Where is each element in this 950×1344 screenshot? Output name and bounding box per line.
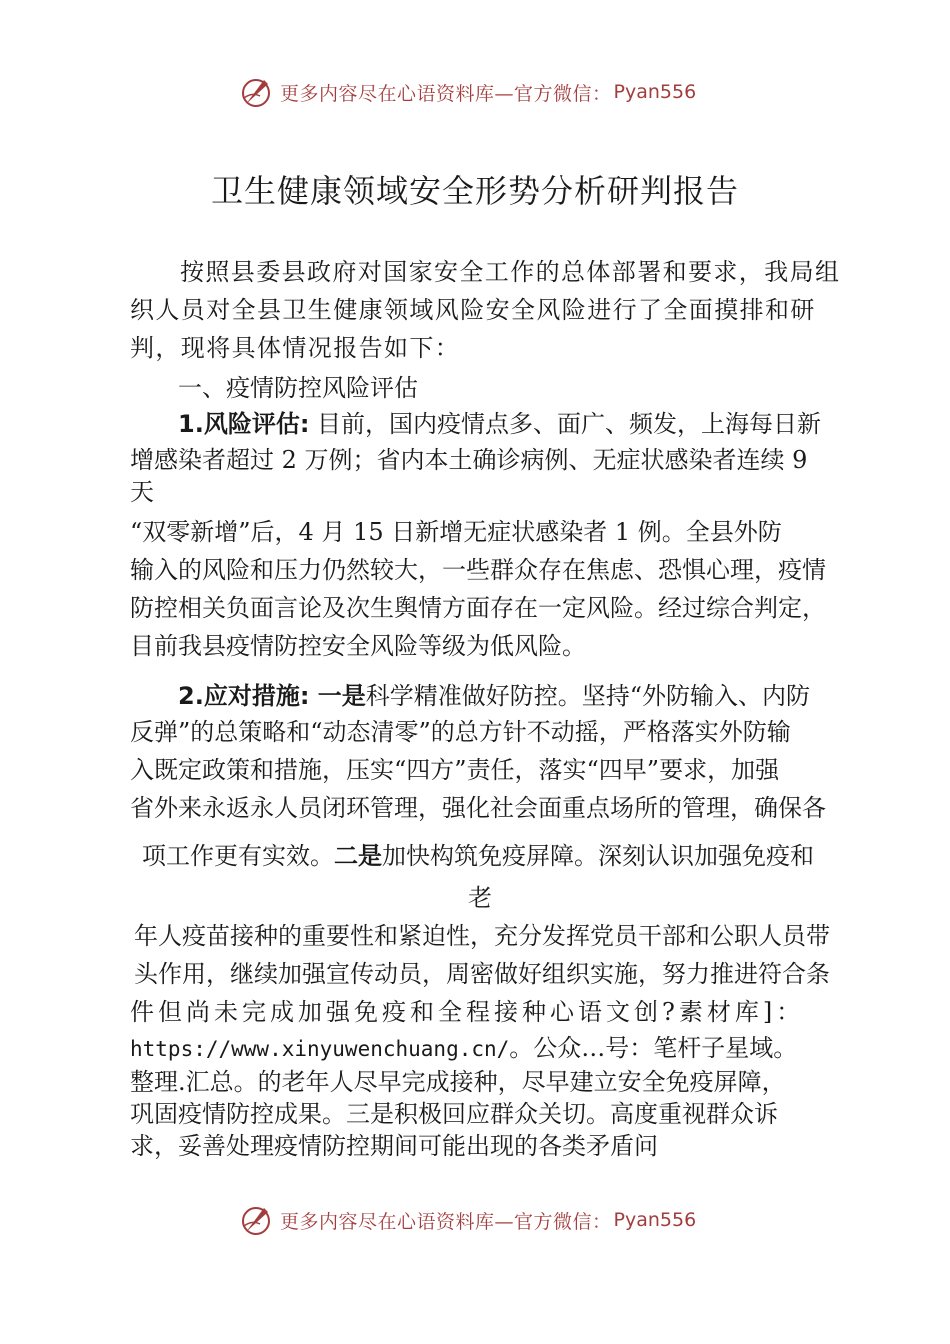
- intro-line-2: 织人员对全县卫生健康领域风险安全风险进行了全面摸排和研: [130, 296, 816, 324]
- item2-label: 2.应对措施:: [178, 682, 310, 710]
- footer-banner-text: 更多内容尽在心语资料库—官方微信：: [280, 1210, 612, 1233]
- footer-banner: [238, 1200, 696, 1240]
- feather-pen-logo-icon: [238, 1202, 274, 1238]
- closing-line-1: 整理.汇总。的老年人尽早完成接种，尽早建立安全免疫屏障，: [130, 1068, 786, 1096]
- item2-line5-pre: 项工作更有实效。: [142, 842, 334, 870]
- item2-marker-2: 二是: [334, 842, 382, 870]
- item2-rest-3: 件但尚未完成加强免疫和全程接种心语文创?素材库]：: [130, 998, 805, 1026]
- document-title: 卫生健康领域安全形势分析研判报告: [210, 172, 739, 210]
- item2-wrap-char: 老: [468, 884, 492, 912]
- item2-rest-1: 年人疫苗接种的重要性和紧迫性，充分发挥党员干部和公职人员带: [134, 922, 830, 950]
- item1-label: 1.风险评估:: [178, 410, 310, 438]
- header-banner: [238, 72, 696, 112]
- item2-line-2: 反弹”的总策略和“动态清零”的总方针不动摇，严格落实外防输: [130, 718, 791, 746]
- item2-line-3: 入既定政策和措施，压实“四方”责任，落实“四早”要求，加强: [130, 756, 780, 784]
- closing-line-3: 求，妥善处理疫情防控期间可能出现的各类矛盾问: [130, 1132, 658, 1160]
- item2-first-line: [178, 682, 810, 710]
- intro-line-1: 按照县委县政府对国家安全工作的总体部署和要求，我局组: [180, 258, 841, 286]
- url-line: [130, 1034, 797, 1063]
- section-heading: 一、疫情防控风险评估: [178, 374, 418, 402]
- feather-pen-logo-icon: [238, 74, 274, 110]
- url-line-rest: 。公众…号：笔杆子星域。: [509, 1034, 798, 1062]
- item1-line-2: 增感染者超过 2 万例；省内本土确诊病例、无症状感染者连续 9: [130, 446, 808, 474]
- item2-marker-1: 一是: [309, 682, 366, 710]
- item1-line-5: 输入的风险和压力仍然较大，一些群众存在焦虑、恐惧心理，疫情: [130, 556, 826, 584]
- banner-wechat-id: Pyan556: [613, 81, 697, 103]
- item2-line-5: [142, 842, 814, 870]
- source-url-text: https://www.xinyuwenchuang.cn/: [130, 1037, 510, 1061]
- banner-text: 更多内容尽在心语资料库—官方微信：: [280, 82, 612, 105]
- item1-line-7: 目前我县疫情防控安全风险等级为低风险。: [130, 632, 586, 660]
- closing-line-2: 巩固疫情防控成果。三是积极回应群众关切。高度重视群众诉: [130, 1100, 778, 1128]
- item1-first-line: [178, 410, 821, 438]
- item1-line-4: “双零新增”后，4 月 15 日新增无症状感染者 1 例。全县外防: [130, 518, 782, 546]
- item2-text: 科学精准做好防控。坚持“外防输入、内防: [365, 682, 811, 710]
- item2-line-4: 省外来永返永人员闭环管理，强化社会面重点场所的管理，确保各: [130, 794, 826, 822]
- footer-banner-wechat-id: Pyan556: [613, 1209, 697, 1231]
- item2-rest-2: 头作用，继续加强宣传动员，周密做好组织实施，努力推进符合条: [134, 960, 830, 988]
- item1-line-3: 天: [130, 478, 154, 506]
- item2-line5-post: 加快构筑免疫屏障。深刻认识加强免疫和: [382, 842, 814, 870]
- item1-line-6: 防控相关负面言论及次生舆情方面存在一定风险。经过综合判定，: [130, 594, 826, 622]
- item1-text: 目前，国内疫情点多、面广、频发，上海每日新: [309, 410, 822, 438]
- intro-line-3: 判，现将具体情况报告如下：: [130, 334, 461, 362]
